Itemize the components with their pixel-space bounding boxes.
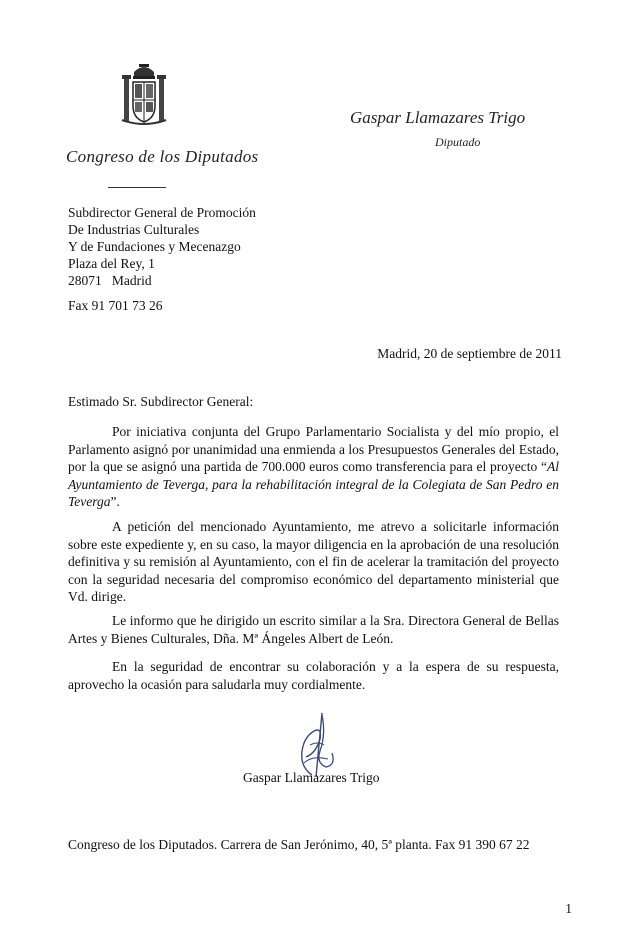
paragraph-1 [68,423,559,511]
sender-name: Gaspar Llamazares Trigo [350,108,526,127]
salutation: Estimado Sr. Subdirector General: [68,394,254,409]
paragraph-1-end: ”. [110,494,120,509]
footer: Congreso de los Diputados. Carrera de San Jerónimo, 40, 5ª planta. Fax 91 390 67 22 [68,837,530,852]
page-number: 1 [565,901,572,916]
paragraph-3-text: Le informo que he dirigido un escrito similar a la Sra. Directora General de Bellas Artes y Bienes Culturales, Dña. Mª Ángeles Albert de León. [68,613,559,646]
date-line: Madrid, 20 de septiembre de 2011 [377,346,562,361]
paragraph-4 [68,658,559,693]
coat-of-arms-icon [120,62,168,132]
address-line: Plaza del Rey, 1 [68,256,155,271]
fax-line: Fax 91 701 73 26 [68,298,163,313]
address-line: De Industrias Culturales [68,222,200,237]
address-line: Y de Fundaciones y Mecenazgo [68,239,241,254]
sender-role: Diputado [435,135,481,149]
project-title: Al Ayuntamiento de Teverga, para la rehabilitación integral de la Colegiata de San Pedro en Teverga [68,459,559,509]
paragraph-2 [68,518,559,606]
paragraph-4-text: En la seguridad de encontrar su colaboración y a la espera de su respuesta, aprovecho la ocasión para saludarla muy cordialmente. [68,659,559,692]
institution-name: Congreso de los Diputados [66,147,259,166]
signature-name: Gaspar Llamazares Trigo [243,770,380,785]
recipient-address [68,204,256,289]
paragraph-3 [68,612,559,647]
address-line: 28071 Madrid [68,273,152,288]
paragraph-2-text: A petición del mencionado Ayuntamiento, me atrevo a solicitarle información sobre este expediente y, en su caso, la mayor diligencia en la aprobación de una resolución definitiva y su remisión al Ayuntamiento, con el fin de acelerar la tramitación del proyecto con la seguridad necesaria del compromiso económico del departamento ministerial que Vd. dirige. [68,519,559,604]
address-line: Subdirector General de Promoción [68,205,256,220]
paragraph-1-text: Por iniciativa conjunta del Grupo Parlamentario Socialista y del mío propio, el Parlamento asignó por unanimidad una enmienda a los Presupuestos Generales del Estado, por la que se asignó una partida de 700.000 euros como transferencia para el proyecto “ [68,424,559,474]
letterhead-divider [108,187,166,188]
